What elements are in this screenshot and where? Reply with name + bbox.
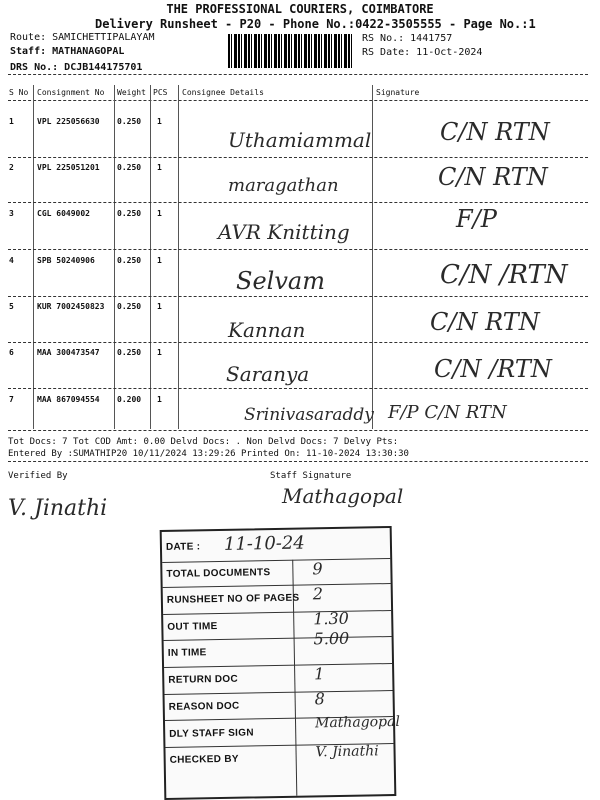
row-consignment-no: CGL 6049002 — [37, 209, 90, 218]
row-weight: 0.250 — [117, 209, 142, 218]
row-pcs: 1 — [157, 302, 162, 311]
row-consignment-no: VPL 225051201 — [37, 163, 100, 172]
totals-line: Tot Docs: 7 Tot COD Amt: 0.00 Delvd Docs: . Non Delvd Docs: 7 Delvy Pts: — [8, 437, 399, 447]
row-weight: 0.250 — [117, 163, 142, 172]
row-weight: 0.250 — [117, 256, 142, 265]
stamp-label-checked-by: CHECKED BY — [169, 753, 239, 766]
row-consignee-handwritten: Kannan — [228, 318, 306, 342]
stamp-label-reason-doc: REASON DOC — [168, 700, 240, 713]
row-sno: 6 — [9, 348, 14, 357]
row-consignee-handwritten: Uthamiammal — [228, 128, 372, 152]
column-divider — [372, 85, 373, 429]
row-weight: 0.200 — [117, 395, 142, 404]
row-pcs: 1 — [157, 348, 162, 357]
row-pcs: 1 — [157, 117, 162, 126]
row-consignee-handwritten: maragathan — [228, 175, 339, 196]
row-signature-handwritten: C/N RTN — [440, 118, 550, 146]
row-weight: 0.250 — [117, 117, 142, 126]
row-sno: 5 — [9, 302, 14, 311]
runsheet-title: THE PROFESSIONAL COURIERS, COIMBATORE — [166, 2, 434, 16]
row-consignment-no: KUR 7002450823 — [37, 302, 105, 311]
stamp-date-label: DATE : — [165, 541, 201, 553]
runsheet-subtitle: Delivery Runsheet - P20 - Phone No.:0422-3505555 - Page No.:1 — [95, 17, 536, 31]
stamp-value-reason-doc: 8 — [314, 689, 325, 709]
route-text: Route: SAMICHETTIPALAYAM — [10, 32, 155, 43]
staff-text: Staff: MATHANAGOPAL — [10, 46, 125, 57]
row-consignee-handwritten: Selvam — [236, 267, 325, 295]
stamp-value-checked-by: V. Jinathi — [315, 743, 379, 761]
stamp-label-out-time: OUT TIME — [167, 621, 218, 633]
footer-divider — [8, 461, 588, 462]
verified-by-label: Verified By — [8, 471, 68, 481]
col-header-sno: S No — [9, 88, 29, 97]
row-pcs: 1 — [157, 256, 162, 265]
column-divider — [114, 85, 115, 429]
stamp-value-total-documents: 9 — [312, 559, 323, 579]
row-consignee-handwritten: Srinivasaraddy — [244, 405, 374, 425]
stamp-value-in-time: 5.00 — [313, 628, 350, 649]
row-consignment-no: SPB 50240906 — [37, 256, 95, 265]
row-signature-handwritten: F/P C/N RTN — [388, 402, 507, 423]
stamp-label-runsheet-pages: RUNSHEET NO OF PAGES — [166, 592, 300, 606]
column-header-divider — [8, 100, 588, 101]
row-pcs: 1 — [157, 209, 162, 218]
col-header-consignee: Consignee Details — [182, 88, 264, 97]
staff-signature: Mathagopal — [282, 484, 404, 508]
col-header-pcs: PCS — [153, 88, 168, 97]
row-sno: 2 — [9, 163, 14, 172]
stamp-value-out-time: 1.30 — [313, 608, 350, 629]
row-consignee-handwritten: Saranya — [226, 362, 310, 386]
rs-number: RS No.: 1441757 — [362, 33, 453, 44]
row-signature-handwritten: F/P — [456, 205, 497, 233]
row-sno: 4 — [9, 256, 14, 265]
barcode-image — [228, 34, 354, 68]
row-consignment-no: MAA 867094554 — [37, 395, 100, 404]
row-weight: 0.250 — [117, 348, 142, 357]
row-pcs: 1 — [157, 395, 162, 404]
stamp-label-return-doc: RETURN DOC — [168, 673, 239, 686]
staff-signature-label: Staff Signature — [270, 471, 352, 481]
verified-signature: V. Jinathi — [8, 496, 108, 521]
stamp-label-dly-staff-sign: DLY STAFF SIGN — [169, 727, 254, 740]
row-weight: 0.250 — [117, 302, 142, 311]
row-consignment-no: MAA 300473547 — [37, 348, 100, 357]
row-consignee-handwritten: AVR Knitting — [218, 220, 350, 244]
col-header-weight: Weight — [117, 88, 146, 97]
col-header-consignment: Consignment No — [37, 88, 105, 97]
stamp-date-value: 11-10-24 — [223, 532, 305, 555]
row-signature-handwritten: C/N RTN — [430, 308, 540, 336]
stamp-value-runsheet-pages: 2 — [312, 584, 324, 604]
office-stamp — [160, 526, 401, 800]
column-divider — [33, 85, 34, 429]
row-signature-handwritten: C/N /RTN — [440, 260, 568, 290]
rs-date: RS Date: 11-Oct-2024 — [362, 47, 483, 58]
row-sno: 3 — [9, 209, 14, 218]
entered-by-line: Entered By :SUMATHIP20 10/11/2024 13:29:26 Printed On: 11-10-2024 13:30:30 — [8, 449, 409, 459]
stamp-label-in-time: IN TIME — [167, 647, 207, 659]
row-signature-handwritten: C/N RTN — [438, 163, 548, 191]
column-divider — [178, 85, 179, 429]
row-consignment-no: VPL 225056630 — [37, 117, 100, 126]
row-pcs: 1 — [157, 163, 162, 172]
stamp-value-return-doc: 1 — [314, 664, 325, 684]
row-sno: 7 — [9, 395, 14, 404]
header-divider — [8, 74, 588, 75]
row-sno: 1 — [9, 117, 14, 126]
row-signature-handwritten: C/N /RTN — [434, 355, 552, 383]
stamp-label-total-documents: TOTAL DOCUMENTS — [166, 567, 271, 580]
drs-number: DRS No.: DCJB144175701 — [10, 62, 143, 73]
col-header-signature: Signature — [376, 88, 420, 97]
column-divider — [150, 85, 151, 429]
stamp-value-dly-staff-sign: Mathagopal — [314, 713, 401, 732]
